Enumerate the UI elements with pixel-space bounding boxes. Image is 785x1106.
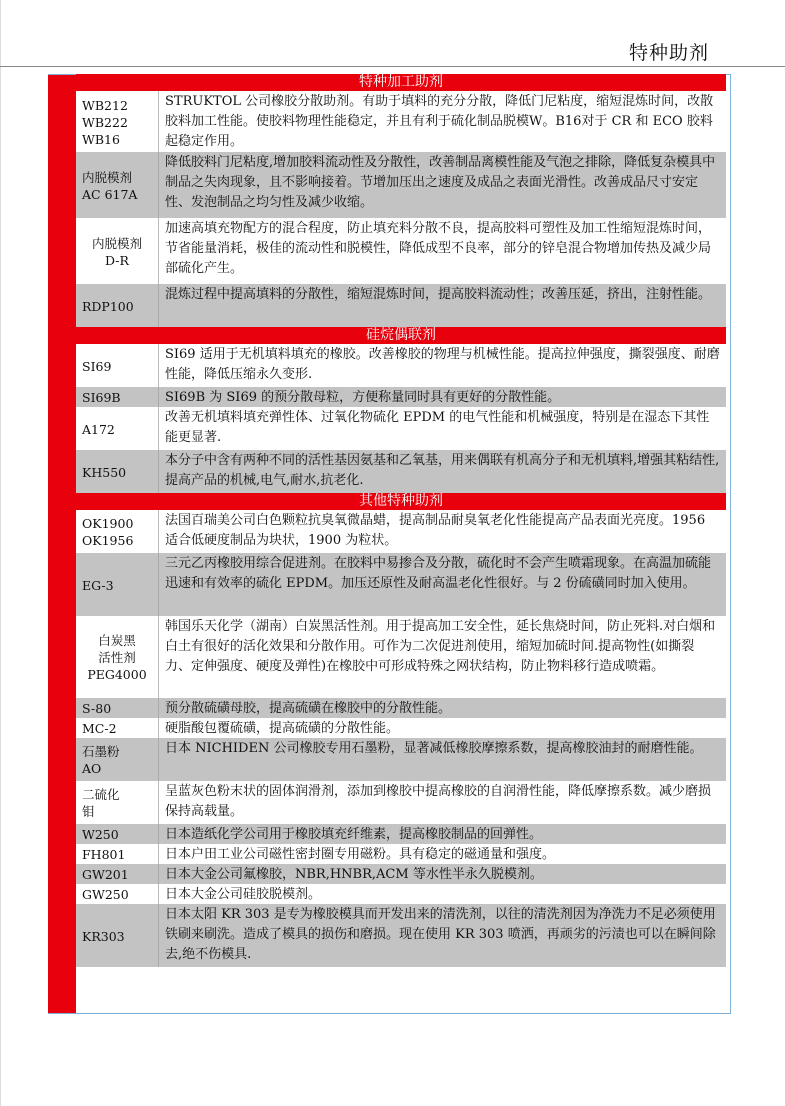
product-description: 日本大金公司硅胶脱模剂。 [158,884,726,904]
product-code: 石墨粉 AO [82,744,120,776]
section-header: 特种加工助剂 [76,74,726,91]
table-row [76,864,726,884]
product-description: 日本 NICHIDEN 公司橡胶专用石墨粉，显著减低橡胶摩擦系数，提高橡胶油封的耐磨性能。 [158,738,726,781]
table-row [76,904,726,967]
product-description: 降低胶料门尼粘度,增加胶料流动性及分散性，改善制品离模性能及气泡之排除，降低复杂模具中制品之失肉现象，且不影响接着。节增加压出之速度及成品之表面光滑性。改善成品尺寸安定性、发泡制品之均匀性及减少收缩。 [158,152,726,218]
product-code: WB212 WB222 WB16 [82,97,128,147]
product-description: SI69 适用于无机填料填充的橡胶。改善橡胶的物理与机械性能。提高拉伸强度，撕裂强度、耐磨性能，降低压缩永久变形. [158,344,726,387]
table-row [76,698,726,718]
table-row [76,781,726,824]
product-code: W250 [82,827,119,842]
product-code: GW250 [82,887,129,902]
table-row [76,844,726,864]
product-code: 内脱模剂 AC 617A [82,169,138,202]
product-code: KH550 [82,464,127,480]
table-row [76,738,726,781]
product-description: 呈蓝灰色粉末状的固体润滑剂，添加到橡胶中提高橡胶的自润滑性能，降低摩擦系数。减少磨损保持高载量。 [158,781,726,824]
table-row [76,284,726,327]
product-description: STRUKTOL 公司橡胶分散助剂。有助于填料的充分分散，降低门尼粘度，缩短混炼时间，改散胶料加工性能。使胶料物理性能稳定，并且有利于硫化制品脱模W。B16对于 CR 和 ECO 胶料起稳定作用。 [158,91,726,152]
product-description: 日本户田工业公司磁性密封圈专用磁粉。具有稳定的磁通量和强度。 [158,844,726,864]
table-row [76,718,726,738]
product-description: 日本造纸化学公司用于橡胶填充纤维素，提高橡胶制品的回弹性。 [158,824,726,844]
section-header: 其他特种助剂 [76,493,726,510]
table-row [76,152,726,218]
product-description: 硬脂酸包覆硫磺，提高硫磺的分散性能。 [158,718,726,738]
product-table [76,74,726,967]
product-description: 混炼过程中提高填料的分散性，缩短混炼时间，提高胶料流动性；改善压延，挤出，注射性能。 [158,284,726,327]
product-code: GW201 [82,867,129,882]
product-code: S-80 [82,701,112,716]
product-description: 日本大金公司氟橡胶，NBR,HNBR,ACM 等水性半永久脱模剂。 [158,864,726,884]
product-code: KR303 [82,928,125,944]
table-row [76,344,726,387]
product-code: 二硫化 钼 [82,787,120,819]
product-description: 加速高填充物配方的混合程度，防止填充料分散不良，提高胶料可塑性及加工性缩短混炼时间，节省能量消耗，极佳的流动性和脱模性，降低成型不良率，部分的锌皂混合物增加传热及减少局部硫化产生。 [158,218,726,284]
page-edge-line [0,0,1,1106]
product-description: 预分散硫磺母胶，提高硫磺在橡胶中的分散性能。 [158,698,726,718]
product-code: A172 [82,421,115,437]
table-row [76,884,726,904]
table-row [76,387,726,407]
product-code: 内脱模剂 D-R [91,235,142,268]
product-code: SI69B [82,390,121,405]
product-description: SI69B 为 SI69 的预分散母粒，方便称量同时具有更好的分散性能。 [158,387,726,407]
product-description: 改善无机填料填充弹性体、过氧化物硫化 EPDM 的电气性能和机械强度，特别是在湿态下其性能更显著. [158,407,726,450]
product-code: 白炭黑 活性剂 PEG4000 [87,633,147,682]
product-code: MC-2 [82,721,117,736]
table-row [76,450,726,493]
table-row [76,616,726,698]
product-description: 法国百瑞美公司白色颗粒抗臭氧微晶蜡，提高制品耐臭氧老化性能提高产品表面光亮度。1956 适合低硬度制品为块状，1900 为粒状。 [158,510,726,553]
product-description: 日本太阳 KR 303 是专为橡胶模具而开发出来的清洗剂，以往的清洗剂因为净洗力不足必须使用铁刷来刷洗。造成了模具的损伤和磨损。现在使用 KR 303 喷洒，再顽劣的污渍也可以在瞬间除去,绝不伤模具. [158,904,726,967]
table-row [76,91,726,152]
product-description: 韩国乐天化学（湖南）白炭黑活性剂。用于提高加工安全性，延长焦烧时间，防止死料.对白烟和白土有很好的活化效果和分散作用。可作为二次促进剂使用，缩短加硫时间.提高物性(如撕裂力、定伸强度、硬度及弹性)在橡胶中可形成特殊之网状结构，防止物料移行造成喷霜。 [158,616,726,698]
product-code: RDP100 [82,298,134,314]
product-description: 本分子中含有两种不同的活性基因氨基和乙氧基，用来偶联有机高分子和无机填料,增强其粘结性,提高产品的机械,电气,耐水,抗老化. [158,450,726,493]
section-header: 硅烷偶联剂 [76,327,726,344]
product-description: 三元乙丙橡胶用综合促进剂。在胶料中易掺合及分散，硫化时不会产生喷霜现象。在高温加硫能迅速和有效率的硫化 EPDM。加压还原性及耐高温老化性很好。与 2 份硫磺同时加入使用。 [158,553,726,616]
page-title: 特种助剂 [629,42,710,64]
table-row [76,824,726,844]
product-code: OK1900 OK1956 [82,516,134,548]
title-rule [0,66,785,67]
table-row [76,407,726,450]
table-row [76,510,726,553]
table-row [76,553,726,616]
product-code: FH801 [82,847,126,862]
product-code: EG-3 [82,577,114,593]
table-row [76,218,726,284]
product-code: SI69 [82,358,112,374]
